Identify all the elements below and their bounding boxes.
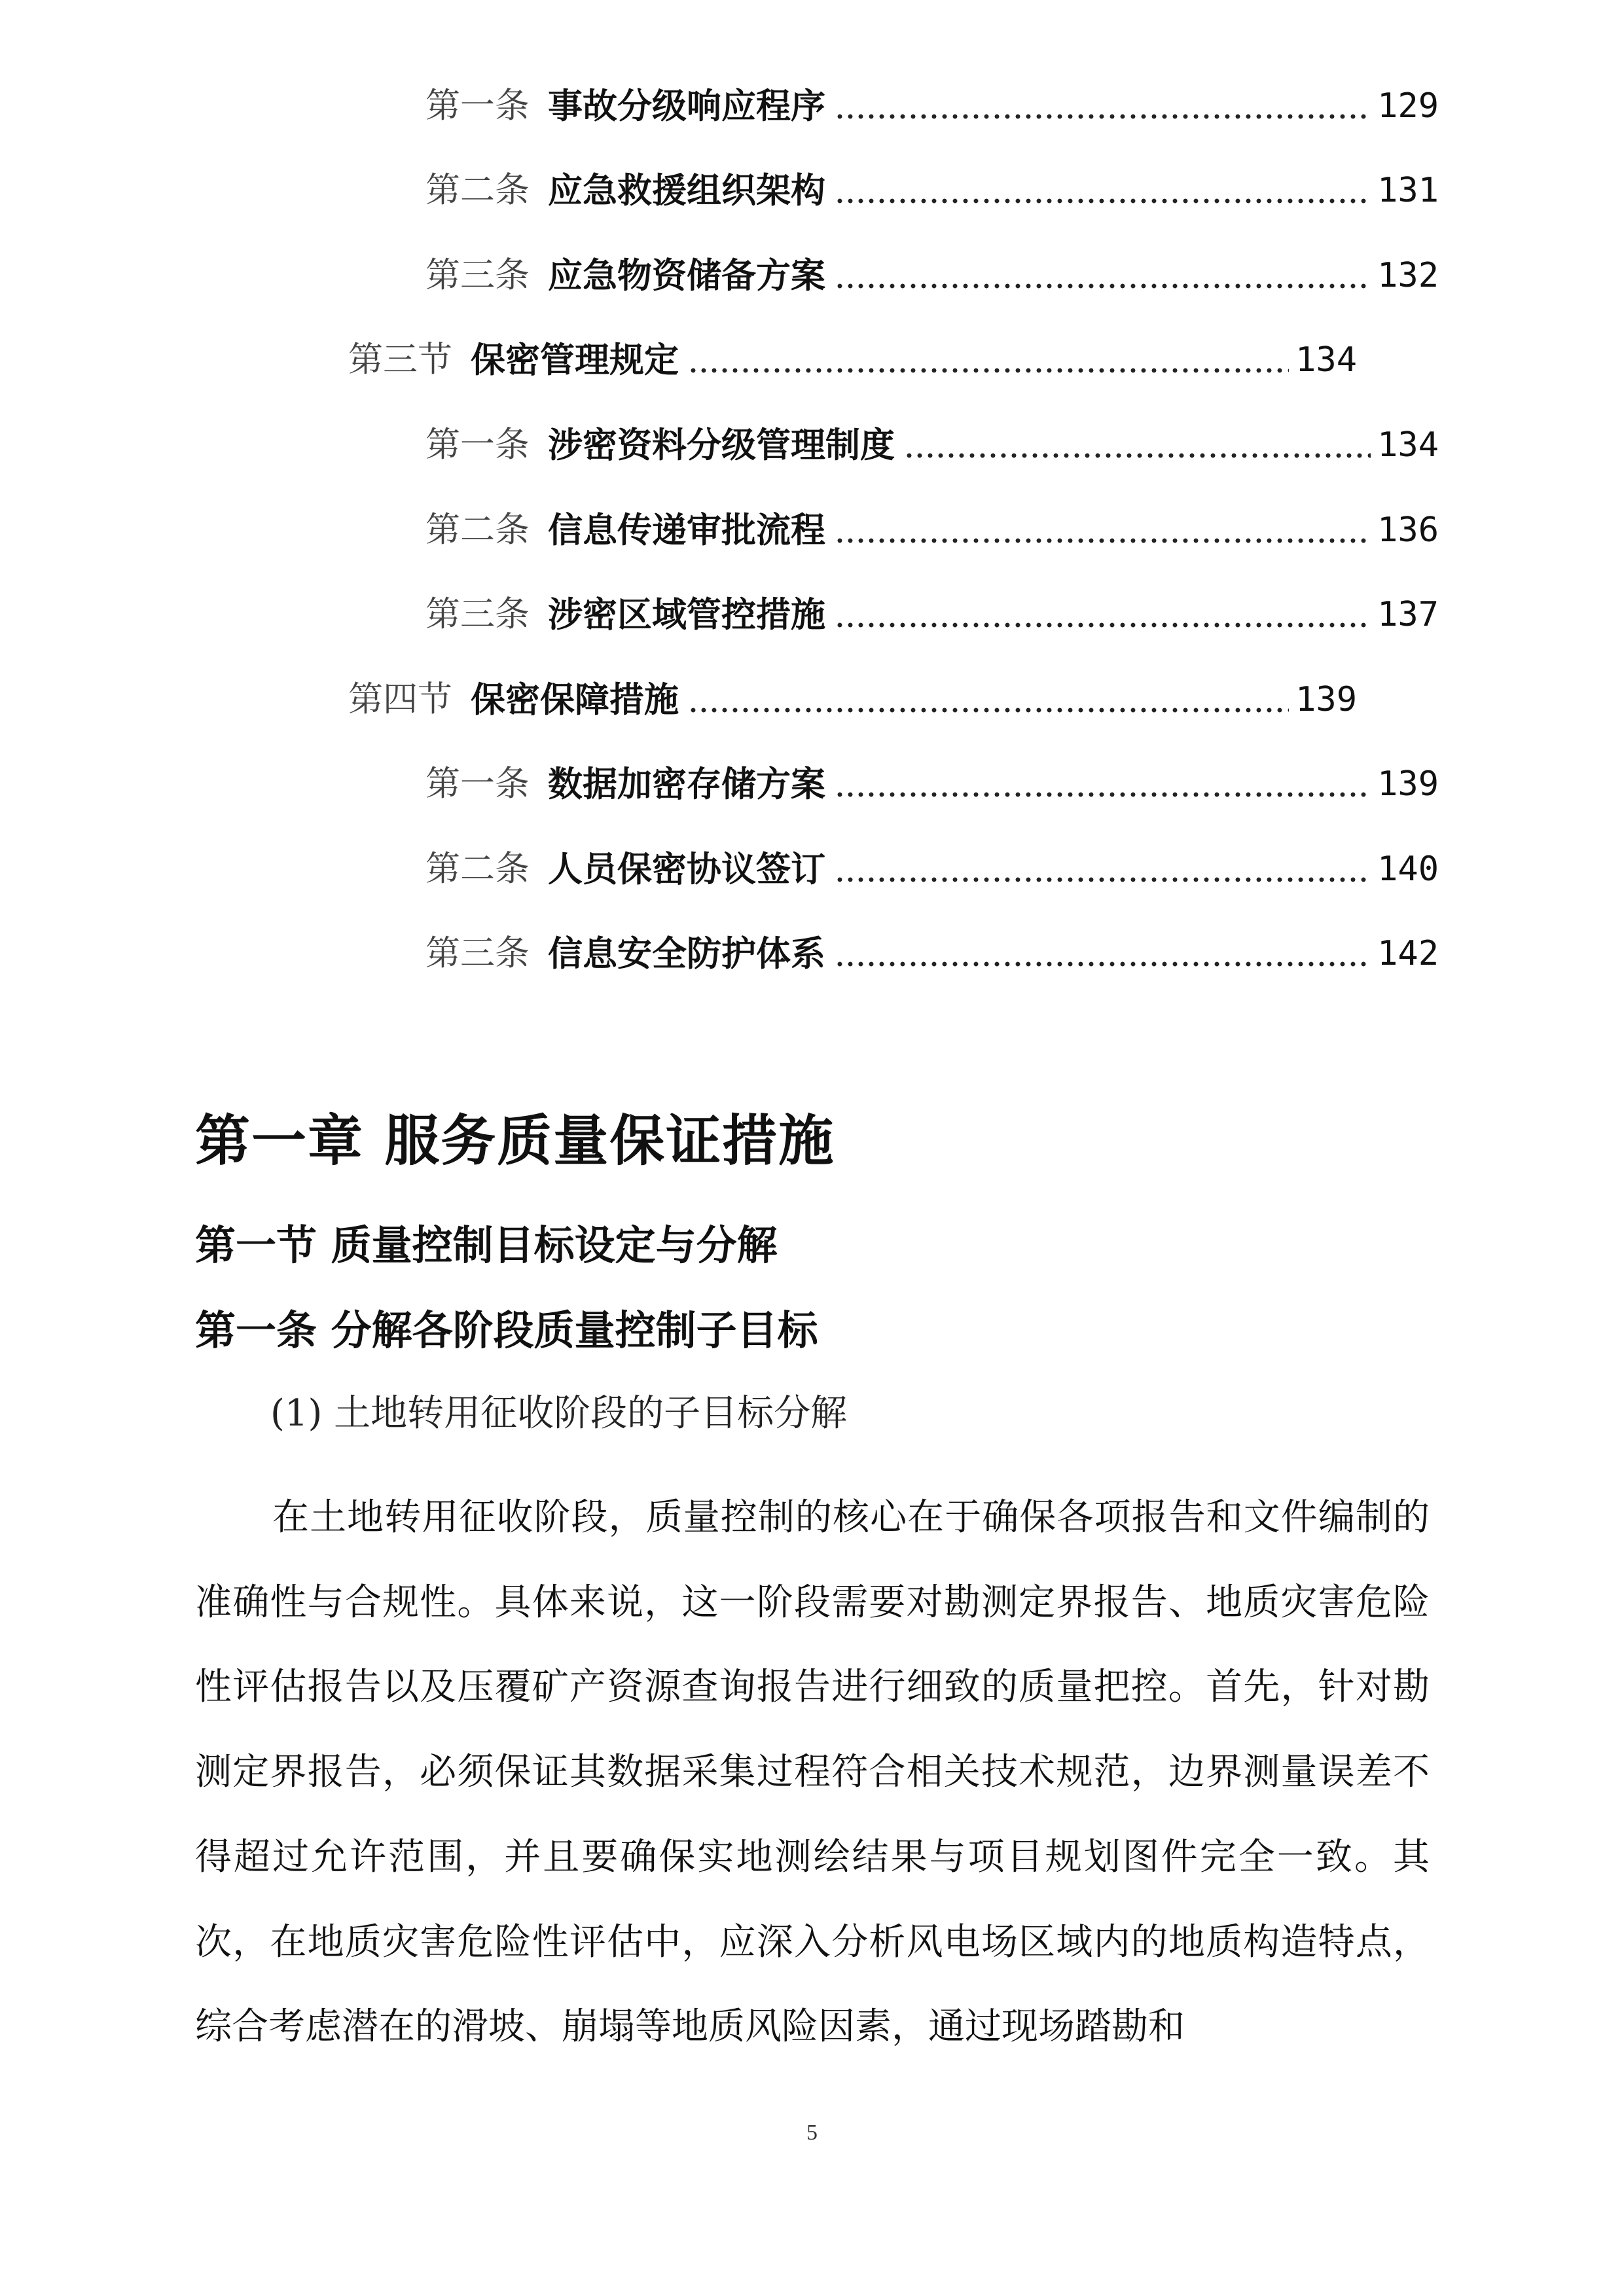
toc-entry-label: 第一条 xyxy=(425,86,530,126)
toc-entry-title: 数据加密存储方案 xyxy=(548,764,825,804)
toc-entry-title: 应急救援组织架构 xyxy=(548,170,825,211)
toc-dot-leader xyxy=(835,961,1371,967)
toc-entry-title: 涉密区域管控措施 xyxy=(548,594,825,635)
toc-entry-label: 第一条 xyxy=(425,764,530,804)
toc-dot-leader xyxy=(835,198,1371,204)
toc-entry-page: 129 xyxy=(1377,86,1439,126)
toc-entry-title: 保密管理规定 xyxy=(471,340,679,380)
subheading: (1) 土地转用征收阶段的子目标分解 xyxy=(270,1392,848,1435)
toc-entry-title: 信息传递审批流程 xyxy=(548,510,825,550)
toc-entry-label: 第一条 xyxy=(425,425,530,465)
toc-entry-page: 137 xyxy=(1377,595,1439,634)
toc-dot-leader xyxy=(835,622,1371,628)
toc-entry[interactable] xyxy=(425,80,1439,132)
toc-entry-page: 139 xyxy=(1377,764,1439,804)
toc-entry-title: 应急物资储备方案 xyxy=(548,255,825,296)
toc-entry[interactable] xyxy=(425,249,1439,302)
toc-dot-leader xyxy=(835,792,1371,797)
toc-entry-page: 132 xyxy=(1377,256,1439,295)
toc-entry-page: 134 xyxy=(1377,425,1439,465)
toc-dot-leader xyxy=(835,877,1371,882)
toc-entry-label: 第三条 xyxy=(425,594,530,634)
toc-dot-leader xyxy=(688,368,1289,373)
toc-dot-leader xyxy=(904,453,1371,458)
toc-entry[interactable] xyxy=(348,673,1357,726)
body-paragraph: 在土地转用征收阶段，质量控制的核心在于确保各项报告和文件编制的准确性与合规性。具体来说，这一阶段需要对勘测定界报告、地质灾害危险性评估报告以及压覆矿产资源查询报告进行细致的质量把控。首先，针对勘测定界报告，必须保证其数据采集过程符合相关技术规范，边界测量误差不得超过允许范围，并且要确保实地测绘结果与项目规划图件完全一致。其次，在地质灾害危险性评估中，应深入分析风电场区域内的地质构造特点，综合考虑潜在的滑坡、崩塌等地质风险因素，通过现场踏勘和 xyxy=(195,1496,1430,2049)
toc-entry-label: 第三条 xyxy=(425,933,530,973)
toc-entry-label: 第二条 xyxy=(425,170,530,210)
toc-entry[interactable] xyxy=(425,927,1439,980)
toc-entry-title: 保密保障措施 xyxy=(471,679,679,720)
toc-entry-title: 涉密资料分级管理制度 xyxy=(548,425,895,465)
toc-dot-leader xyxy=(835,283,1371,289)
toc-entry-title: 信息安全防护体系 xyxy=(548,933,825,974)
toc-entry-page: 131 xyxy=(1377,171,1439,210)
toc-entry[interactable] xyxy=(425,164,1439,217)
toc-entry[interactable] xyxy=(425,588,1439,641)
toc-entry[interactable] xyxy=(425,504,1439,556)
toc-entry-label: 第二条 xyxy=(425,510,530,550)
article-title: 第一条 分解各阶段质量控制子目标 xyxy=(195,1306,818,1354)
toc-entry-label: 第三条 xyxy=(425,255,530,295)
chapter-title: 第一章 服务质量保证措施 xyxy=(195,1108,835,1173)
toc-entry-label: 第四节 xyxy=(348,679,452,719)
toc-entry-page: 142 xyxy=(1377,934,1439,973)
toc-entry[interactable] xyxy=(425,419,1439,471)
toc-dot-leader xyxy=(688,708,1289,713)
toc-entry[interactable] xyxy=(425,843,1439,895)
toc-entry-page: 139 xyxy=(1295,680,1357,719)
toc-entry-page: 134 xyxy=(1295,340,1357,380)
toc-entry-label: 第二条 xyxy=(425,849,530,889)
page-number: 5 xyxy=(806,2121,818,2145)
toc-entry[interactable] xyxy=(425,758,1439,810)
toc-entry-page: 136 xyxy=(1377,511,1439,550)
section-title: 第一节 质量控制目标设定与分解 xyxy=(195,1221,778,1269)
toc-entry-title: 事故分级响应程序 xyxy=(548,86,825,126)
toc-entry[interactable] xyxy=(348,334,1357,386)
toc-entry-title: 人员保密协议签订 xyxy=(548,849,825,889)
toc-dot-leader xyxy=(835,538,1371,543)
toc-entry-label: 第三节 xyxy=(348,340,452,380)
toc-dot-leader xyxy=(835,114,1371,119)
toc-entry-page: 140 xyxy=(1377,850,1439,889)
